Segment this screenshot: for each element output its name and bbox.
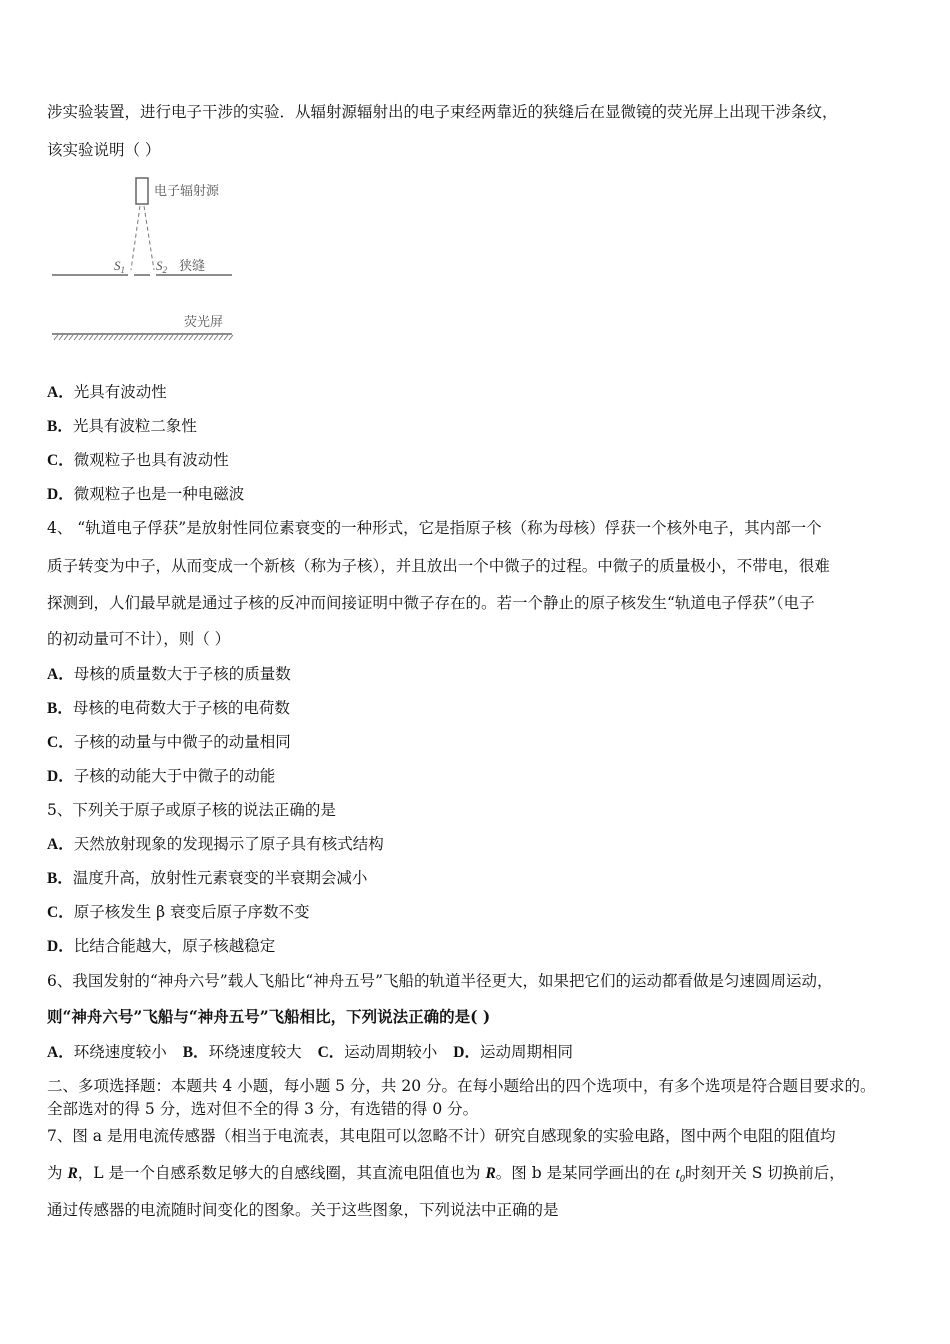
q5-option-b[interactable] [47,868,367,889]
option-text: 温度升高，放射性元素衰变的半衰期会减小 [72,869,368,887]
hatch-mark [104,335,108,340]
hatch-mark [169,335,173,340]
hatch-mark [79,335,83,340]
hatch-mark [134,335,138,340]
option-letter: C． [47,452,74,469]
hatch-mark [224,335,228,340]
option-letter: A． [47,1044,74,1061]
hatch-mark [139,335,143,340]
q4-option-a[interactable] [47,664,291,685]
hatch-mark [84,335,88,340]
q4-stem-line1: 4、 “轨道电子俘获”是放射性同位素衰变的一种形式，它是指原子核（称为母核）俘获一个核外电子，其内部一个 [47,519,822,537]
option-text: 运动周期相同 [480,1043,574,1061]
hatch-mark [99,335,103,340]
radiation-source-label: 电子辐射源 [154,184,220,199]
option-text: 母核的电荷数大于子核的电荷数 [72,699,290,717]
option-letter: D． [453,1044,480,1061]
option-letter: C． [317,1044,345,1061]
hatch-mark [229,335,233,340]
hatch-mark [129,335,133,340]
hatch-mark [194,335,198,340]
screen-hatching [54,335,233,340]
option-text: 环绕速度较小 [73,1043,167,1061]
hatch-mark [204,335,208,340]
q4-stem-line4: 的初动量可不计），则（ ） [47,630,231,648]
interference-diagram [44,170,244,345]
hatch-mark [184,335,188,340]
q7-stem-line3: 通过传感器的电流随时间变化的图象。关于这些图象，下列说法中正确的是 [47,1201,559,1219]
var-t: t [675,1165,680,1182]
hatch-mark [69,335,73,340]
q7-stem-line1: 7、图 a 是用电流传感器（相当于电流表，其电阻可以忽略不计）研究自感现象的实验电路，图中两个电阻的阻值均 [47,1127,836,1145]
option-text: 微观粒子也是一种电磁波 [73,485,245,503]
q7-stem-line2 [47,1163,845,1190]
q6-option-c[interactable] [318,1043,438,1061]
hatch-mark [59,335,63,340]
q6-stem-line2: 则“神舟六号”飞船与“神舟五号”飞船相比，下列说法正确的是( ) [47,1007,491,1026]
option-letter: C． [47,904,74,921]
q4-stem-line2: 质子转变为中子，从而变成一个新核（称为子核），并且放出一个中微子的过程。中微子的质量极小，不带电，很难 [47,557,830,575]
q7-text-part: 为 [47,1164,68,1182]
q3-option-d[interactable] [47,484,244,505]
q3-option-a[interactable] [47,382,167,403]
q6-options-row [47,1042,573,1063]
var-r: R [485,1165,496,1182]
option-letter: A． [47,384,74,401]
var-t-sub: 0 [679,1174,685,1186]
q6-stem-line1: 6、我国发射的“神舟六号”载人飞船比“神舟五号”飞船的轨道半径更大，如果把它们的运动都看做是匀速圆周运动， [47,972,833,990]
q3-stem-line1: 涉实验装置，进行电子干涉的实验．从辐射源辐射出的电子束经两靠近的狭缝后在显微镜的荧光屏上出现干涉条纹， [47,103,838,121]
hatch-mark [109,335,113,340]
option-text: 比结合能越大，原子核越稳定 [73,937,276,955]
var-r: R [67,1165,78,1182]
q4-option-c[interactable] [47,732,291,753]
q3-stem-line2: 该实验说明（ ） [47,141,161,159]
hatch-mark [219,335,223,340]
hatch-mark [64,335,68,340]
q7-text-part: ，L 是一个自感系数足够大的自感线圈，其直流电阻值也为 [77,1164,486,1182]
option-letter: C． [47,734,74,751]
q3-option-b[interactable] [47,416,197,437]
hatch-mark [94,335,98,340]
option-text: 环绕速度较大 [208,1043,302,1061]
hatch-mark [179,335,183,340]
q7-text-part: 。图 b 是某同学画出的在 [495,1164,676,1182]
slit-s2-label: $S_2$ [156,258,167,275]
option-letter: D． [47,486,74,503]
option-text: 运动周期较小 [344,1043,438,1061]
option-letter: A． [47,666,74,683]
q5-option-c[interactable] [47,902,310,923]
hatch-mark [159,335,163,340]
hatch-mark [189,335,193,340]
option-letter: A． [47,836,74,853]
option-letter: D． [47,938,74,955]
hatch-mark [209,335,213,340]
hatch-mark [124,335,128,340]
option-letter: D． [47,768,74,785]
q6-option-a[interactable] [47,1043,167,1061]
option-letter: B． [47,700,73,717]
hatch-mark [114,335,118,340]
q4-stem-line3: 探测到，人们最早就是通过子核的反冲而间接证明中微子存在的。若一个静止的原子核发生“轨道电子俘获”（电子 [47,594,815,612]
q3-option-c[interactable] [47,450,229,471]
var-t0 [675,1165,685,1186]
slit-s1-label: $S_1$ [114,258,125,275]
electron-interference-figure [44,170,244,345]
beam-left [131,206,140,270]
q5-option-a[interactable] [47,834,384,855]
q6-option-b[interactable] [183,1043,302,1061]
hatch-mark [174,335,178,340]
hatch-mark [54,335,58,340]
q5-stem: 5、下列关于原子或原子核的说法正确的是 [47,801,336,819]
q5-option-d[interactable] [47,936,275,957]
hatch-mark [119,335,123,340]
option-text: 天然放射现象的发现揭示了原子具有核式结构 [73,835,384,853]
radiation-source-box [136,178,148,204]
hatch-mark [199,335,203,340]
q6-option-d[interactable] [453,1043,573,1061]
option-letter: B． [47,418,73,435]
hatch-mark [164,335,168,340]
option-text: 子核的动量与中微子的动量相同 [73,733,291,751]
hatch-mark [89,335,93,340]
q7-text-part: 时刻开关 S 切换前后， [684,1164,845,1182]
beam-right [144,206,154,270]
option-letter: B． [182,1044,209,1061]
option-text: 光具有波动性 [73,383,167,401]
hatch-mark [149,335,153,340]
hatch-mark [74,335,78,340]
q4-option-d[interactable] [47,766,275,787]
hatch-mark [214,335,218,340]
option-text: 母核的质量数大于子核的质量数 [73,665,291,683]
option-letter: B． [47,870,73,887]
q4-option-b[interactable] [47,698,290,719]
option-text: 光具有波粒二象性 [72,417,197,435]
hatch-mark [154,335,158,340]
section2-heading-line1: 二、多项选择题：本题共 4 小题，每小题 5 分，共 20 分。在每小题给出的四个选项中，有多个选项是符合题目要求的。 [47,1077,876,1095]
section2-heading-line2: 全部选对的得 5 分，选对但不全的得 3 分，有选错的得 0 分。 [47,1100,479,1118]
option-text: 微观粒子也具有波动性 [73,451,229,469]
hatch-mark [144,335,148,340]
option-text: 子核的动能大于中微子的动能 [73,767,276,785]
option-text: 原子核发生 β 衰变后原子序数不变 [73,903,310,921]
slit-label: 狭缝 [179,259,206,274]
screen-label: 荧光屏 [184,315,224,330]
